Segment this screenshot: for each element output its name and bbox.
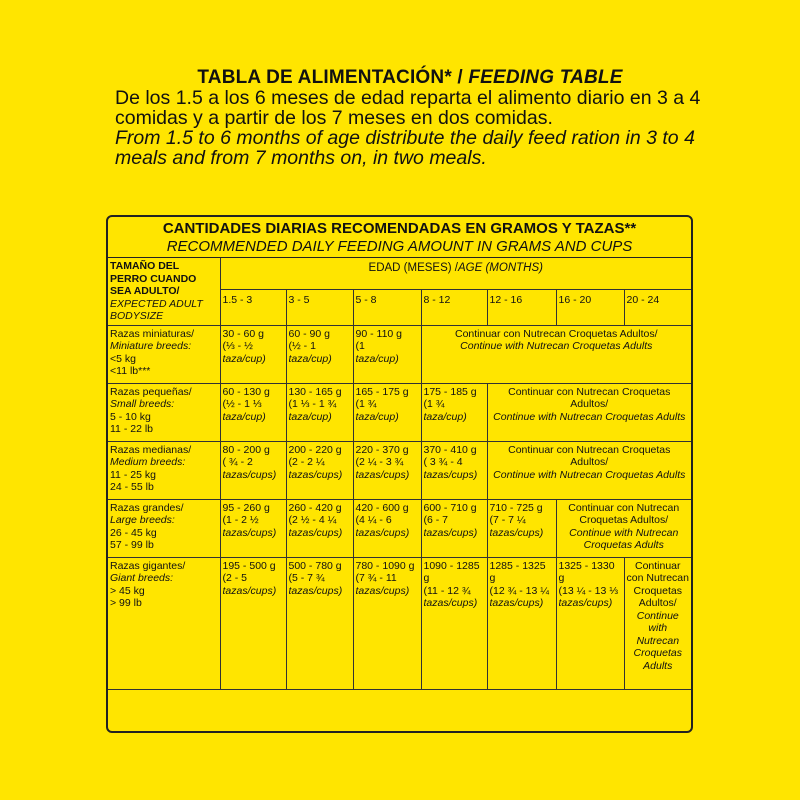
continue-note-en: Continue with Nutrecan Croquetas Adults [460, 340, 653, 352]
cups-unit: taza/cup) [222, 410, 266, 423]
grams-value: 1325 - 1330 g [558, 559, 615, 584]
grams-value: 60 - 90 g [288, 327, 330, 340]
grams-value: 60 - 130 g [222, 385, 270, 398]
grams-value: 710 - 725 g [489, 501, 543, 514]
cups-value: (6 - 7 [423, 514, 449, 526]
age-range-cell: 3 - 5 [286, 289, 353, 325]
table-row [108, 325, 691, 383]
title-en: FEEDING TABLE [468, 67, 623, 88]
grams-value: 195 - 500 g [222, 559, 276, 572]
continue-adult-note [556, 499, 691, 557]
grams-value: 30 - 60 g [222, 327, 264, 340]
age-header-en: AGE (MONTHS) [458, 262, 543, 274]
continue-note-en: Continue with Nutrecan Croquetas Adults [493, 410, 686, 423]
breed-label-kg: <5 kg [110, 352, 136, 365]
feeding-amount-cell [421, 499, 487, 557]
continue-note-en: Continue with Nutrecan Croquetas Adults [569, 526, 679, 551]
grams-value: 420 - 600 g [355, 501, 409, 514]
breed-label-en: Miniature breeds: [110, 340, 192, 352]
breed-label-kg: 11 - 25 kg [110, 468, 156, 481]
cups-value: (7 - 7 ¼ [489, 514, 526, 526]
feeding-amount-cell [286, 383, 353, 441]
cups-value: (1 - 2 ½ [222, 514, 259, 526]
cups-value: (½ - 1 ⅓ [222, 398, 262, 410]
cups-value: (12 ¾ - 13 ¼ [489, 584, 550, 597]
breed-label-es: Razas medianas/ [110, 443, 192, 456]
cups-unit: taza/cup) [288, 352, 332, 365]
grams-value: 780 - 1090 g [355, 559, 415, 572]
grams-value: 500 - 780 g [288, 559, 342, 572]
cups-value: (1 ⅓ - 1 ¾ [288, 398, 337, 410]
header-row-age [108, 258, 691, 289]
cups-unit: tazas/cups) [558, 597, 613, 609]
breed-label-es: Razas gigantes/ [110, 559, 186, 572]
cups-value: (7 ¾ - 11 [355, 572, 397, 584]
cups-unit: tazas/cups) [222, 468, 277, 481]
feeding-amount-cell [556, 557, 624, 689]
continue-adult-note [624, 557, 691, 689]
feeding-amount-cell [353, 441, 421, 499]
grams-value: 1090 - 1285 g [423, 559, 480, 584]
cups-value: ( 3 ¾ - 4 [423, 456, 463, 468]
age-header-es: EDAD (MESES) / [368, 262, 458, 274]
cups-unit: tazas/cups) [222, 584, 277, 597]
feeding-amount-cell [421, 557, 487, 689]
cups-unit: tazas/cups) [489, 597, 544, 609]
feeding-table-box [106, 215, 693, 733]
cups-value: (½ - 1 [288, 340, 316, 352]
cups-unit: tazas/cups) [288, 526, 343, 539]
feeding-amount-cell [421, 441, 487, 499]
table-row [108, 441, 691, 499]
grams-value: 175 - 185 g [423, 385, 477, 398]
cups-unit: taza/cup) [355, 410, 399, 423]
table-row [108, 383, 691, 441]
feeding-amount-cell [421, 383, 487, 441]
feeding-amount-cell [286, 441, 353, 499]
cups-value: (2 - 2 ¼ [288, 456, 325, 468]
table-heading [108, 217, 691, 258]
cups-value: (⅓ - ½ [222, 340, 253, 352]
breed-label-lb: 57 - 99 lb [110, 539, 154, 551]
continue-note-es: Continuar con Nutrecan Croquetas Adultos/ [454, 327, 658, 340]
cups-value: (2 ¼ - 3 ¾ [355, 456, 404, 468]
title-es: TABLA DE ALIMENTACIÓN* [197, 67, 452, 88]
feeding-amount-cell [286, 557, 353, 689]
cups-unit: tazas/cups) [423, 597, 478, 609]
breed-label-kg: 5 - 10 kg [110, 410, 151, 423]
cups-unit: tazas/cups) [423, 468, 478, 481]
intro-spanish: De los 1.5 a los 6 meses de edad reparta el alimento diario en 3 a 4 comidas y a partir de los 7 meses en dos comidas. [115, 87, 701, 129]
feeding-amount-cell [286, 325, 353, 383]
cups-value: ( ¾ - 2 [222, 456, 253, 468]
table-row [108, 499, 691, 557]
continue-adult-note [487, 383, 691, 441]
feeding-amount-cell [353, 557, 421, 689]
feeding-amount-cell [286, 499, 353, 557]
grams-value: 260 - 420 g [288, 501, 342, 514]
cups-unit: tazas/cups) [355, 584, 410, 597]
cups-unit: tazas/cups) [423, 526, 478, 539]
breed-label-kg: > 45 kg [110, 584, 145, 597]
breed-size-label [108, 557, 220, 689]
cups-value: (2 ½ - 4 ¼ [288, 514, 337, 526]
continue-note-es: Continuar con Nutrecan Croquetas Adultos/ [508, 443, 671, 468]
table-heading-es: CANTIDADES DIARIAS RECOMENDADAS EN GRAMOS Y TAZAS** [162, 220, 637, 237]
size-header-es: TAMAÑO DEL PERRO CUANDO SEA ADULTO/ [110, 260, 197, 297]
breed-label-lb: > 99 lb [110, 597, 142, 609]
feeding-amount-cell [220, 499, 286, 557]
breed-label-en: Large breeds: [110, 514, 175, 526]
breed-label-lb: <11 lb*** [110, 365, 151, 377]
cups-unit: tazas/cups) [355, 468, 410, 481]
cups-value: (5 - 7 ¾ [288, 572, 325, 584]
age-range-cell: 16 - 20 [556, 289, 624, 325]
feeding-amount-cell [487, 499, 556, 557]
grams-value: 95 - 260 g [222, 501, 270, 514]
title-separator: / [451, 67, 469, 88]
cups-value: (2 - 5 [222, 572, 248, 584]
breed-size-label [108, 383, 220, 441]
breed-size-label [108, 441, 220, 499]
breed-label-es: Razas miniaturas/ [110, 327, 195, 340]
cups-value: (1 ¾ [355, 398, 377, 410]
feeding-amount-cell [220, 441, 286, 499]
breed-label-kg: 26 - 45 kg [110, 526, 157, 539]
age-range-cell: 8 - 12 [421, 289, 487, 325]
grams-value: 370 - 410 g [423, 443, 477, 456]
cups-value: (11 - 12 ¾ [423, 584, 471, 597]
feeding-amount-cell [353, 325, 421, 383]
breed-label-es: Razas pequeñas/ [110, 385, 192, 398]
breed-label-lb: 11 - 22 lb [110, 423, 153, 435]
grams-value: 200 - 220 g [288, 443, 342, 456]
continue-note-es: Continuar con Nutrecan Croquetas Adultos/ [568, 501, 680, 526]
cups-unit: taza/cup) [423, 410, 467, 423]
breed-size-label [108, 499, 220, 557]
feeding-amount-cell [353, 383, 421, 441]
continue-note-es: Continuar con Nutrecan Croquetas Adultos/ [508, 385, 671, 410]
continue-adult-note [421, 325, 691, 383]
size-header-en: EXPECTED ADULT BODYSIZE [110, 297, 203, 322]
cups-value: (1 [355, 340, 365, 352]
age-range-cell: 5 - 8 [353, 289, 421, 325]
intro-english: From 1.5 to 6 months of age distribute the daily feed ration in 3 to 4 meals and from 7 months on, in two meals. [115, 127, 695, 169]
breed-label-es: Razas grandes/ [110, 501, 184, 514]
feeding-amount-cell [353, 499, 421, 557]
cups-unit: taza/cup) [355, 352, 399, 365]
cups-unit: tazas/cups) [489, 526, 544, 539]
continue-note-es: Continuar con Nutrecan Croquetas Adultos/ [626, 559, 689, 609]
cups-value: (1 ¾ [423, 398, 445, 410]
grams-value: 90 - 110 g [355, 327, 403, 340]
age-range-cell: 12 - 16 [487, 289, 556, 325]
age-range-cell: 20 - 24 [624, 289, 691, 325]
breed-label-en: Small breeds: [110, 398, 175, 410]
age-header-cell [220, 258, 691, 289]
age-range-cell: 1.5 - 3 [220, 289, 286, 325]
size-header-cell [108, 258, 220, 325]
cups-unit: tazas/cups) [288, 584, 343, 597]
feeding-amount-cell [220, 383, 286, 441]
feeding-amount-cell [220, 557, 286, 689]
continue-note-en: Continue with Nutrecan Croquetas Adults [633, 609, 682, 672]
table-heading-en: RECOMMENDED DAILY FEEDING AMOUNT IN GRAMS AND CUPS [166, 238, 633, 255]
table-row [108, 557, 691, 689]
breed-label-en: Medium breeds: [110, 456, 186, 468]
cups-unit: taza/cup) [288, 410, 332, 423]
feeding-amount-cell [487, 557, 556, 689]
breed-label-en: Giant breeds: [110, 572, 174, 584]
header [115, 68, 705, 168]
grams-value: 220 - 370 g [355, 443, 409, 456]
cups-value: (13 ¼ - 13 ⅓ [558, 584, 619, 597]
cups-unit: tazas/cups) [355, 526, 410, 539]
cups-unit: taza/cup) [222, 352, 266, 365]
page-title [115, 68, 705, 88]
grams-value: 80 - 200 g [222, 443, 270, 456]
grams-value: 1285 - 1325 g [489, 559, 546, 584]
cups-value: (4 ¼ - 6 [355, 514, 392, 526]
grams-value: 130 - 165 g [288, 385, 342, 398]
cups-unit: tazas/cups) [222, 526, 277, 539]
feeding-table [108, 258, 691, 690]
breed-size-label [108, 325, 220, 383]
continue-note-en: Continue with Nutrecan Croquetas Adults [493, 468, 686, 481]
continue-adult-note [487, 441, 691, 499]
grams-value: 165 - 175 g [355, 385, 409, 398]
feeding-amount-cell [220, 325, 286, 383]
breed-label-lb: 24 - 55 lb [110, 481, 154, 493]
cups-unit: tazas/cups) [288, 468, 343, 481]
grams-value: 600 - 710 g [423, 501, 477, 514]
